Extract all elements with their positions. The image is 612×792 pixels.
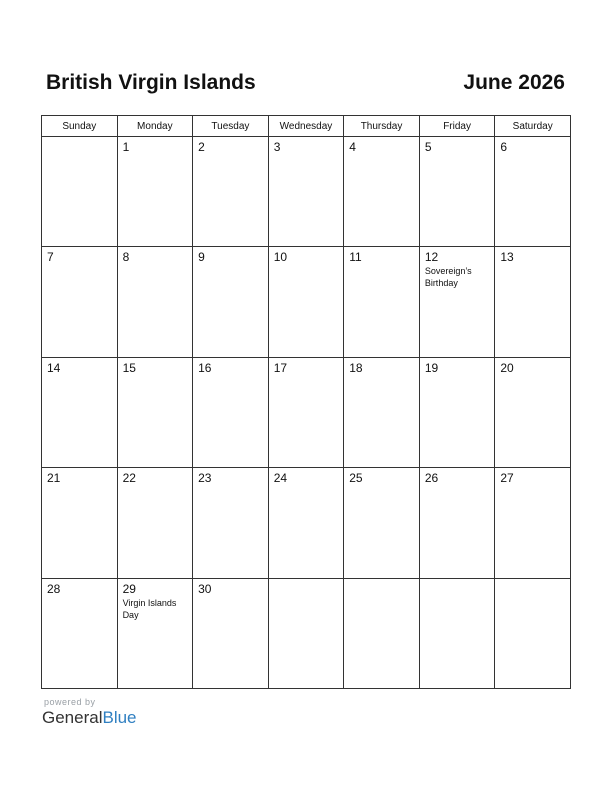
day-number: 8 — [122, 250, 130, 265]
logo-general-text: General — [42, 708, 103, 727]
day-cell — [495, 578, 571, 688]
holiday-label — [269, 485, 344, 486]
day-number: 27 — [500, 471, 514, 486]
day-cell — [268, 137, 344, 247]
day-cell — [42, 357, 118, 467]
holiday-label — [118, 375, 193, 376]
holiday-label — [42, 375, 117, 376]
weekday-header: Wednesday — [268, 116, 344, 137]
holiday-label — [193, 596, 268, 597]
weekday-header: Tuesday — [193, 116, 269, 137]
day-cell — [495, 357, 571, 467]
holiday-label — [42, 485, 117, 486]
day-cell — [419, 357, 495, 467]
day-number: 29 — [122, 581, 136, 596]
generalblue-branding[interactable] — [42, 697, 137, 728]
holiday-label — [118, 154, 193, 155]
day-number: 6 — [500, 140, 508, 154]
day-cell — [495, 468, 571, 578]
day-cell — [193, 578, 269, 688]
day-cell — [117, 578, 193, 688]
weekday-header-row — [42, 116, 571, 137]
day-number: 15 — [122, 360, 136, 375]
day-cell — [193, 468, 269, 578]
day-number: 22 — [122, 471, 136, 486]
day-number: 18 — [349, 360, 363, 375]
holiday-label — [42, 596, 117, 597]
holiday-label — [495, 485, 570, 486]
day-number: 12 — [424, 250, 439, 265]
day-number: 21 — [47, 471, 61, 486]
day-cell — [193, 137, 269, 247]
holiday-label: Sovereign’s Birthday — [424, 266, 472, 289]
day-number: 14 — [47, 360, 61, 375]
holiday-label — [344, 154, 419, 155]
holiday-label — [42, 140, 117, 141]
holiday-label — [193, 154, 268, 155]
day-cell — [268, 578, 344, 688]
day-cell — [344, 357, 420, 467]
month-calendar-grid — [41, 115, 571, 689]
day-number: 11 — [349, 250, 362, 265]
day-number: 26 — [424, 471, 439, 486]
holiday-label — [344, 582, 419, 583]
weekday-header: Monday — [117, 116, 193, 137]
week-row — [42, 578, 571, 688]
week-row — [42, 468, 571, 578]
holiday-label — [193, 264, 268, 265]
day-cell — [495, 247, 571, 357]
day-cell — [193, 357, 269, 467]
holiday-label — [42, 264, 117, 265]
day-cell — [42, 137, 118, 247]
day-cell — [268, 357, 344, 467]
weekday-header: Sunday — [42, 116, 118, 137]
holiday-label — [495, 582, 570, 583]
day-cell — [117, 357, 193, 467]
logo-blue-text: Blue — [102, 708, 137, 727]
day-cell — [117, 468, 193, 578]
generalblue-logo[interactable] — [42, 708, 137, 728]
day-number: 28 — [47, 581, 61, 596]
day-number: 7 — [47, 250, 54, 265]
day-number: 16 — [198, 360, 212, 375]
day-cell — [42, 578, 118, 688]
day-cell — [419, 137, 495, 247]
powered-by-text: powered by — [44, 697, 96, 707]
day-cell — [344, 247, 420, 357]
holiday-label — [344, 375, 419, 376]
day-number: 3 — [273, 140, 281, 154]
day-cell — [42, 468, 118, 578]
day-cell — [419, 578, 495, 688]
day-cell — [268, 468, 344, 578]
calendar-month-title: June 2026 — [463, 71, 565, 94]
weekday-header: Thursday — [344, 116, 420, 137]
day-cell — [268, 247, 344, 357]
week-row — [42, 357, 571, 467]
holiday-label — [118, 264, 193, 265]
day-number: 10 — [273, 250, 288, 265]
holiday-label: Virgin Islands Day — [122, 597, 177, 620]
weekday-header: Friday — [419, 116, 495, 137]
holiday-label — [269, 264, 344, 265]
day-number: 23 — [198, 471, 212, 486]
holiday-label — [193, 375, 268, 376]
holiday-label — [495, 264, 570, 265]
holiday-label — [420, 582, 495, 583]
week-row — [42, 247, 571, 357]
day-number: 13 — [500, 250, 514, 265]
day-cell — [344, 137, 420, 247]
holiday-label — [193, 485, 268, 486]
day-cell — [419, 468, 495, 578]
day-number: 30 — [198, 581, 212, 596]
holiday-label — [420, 485, 495, 486]
week-row — [42, 137, 571, 247]
holiday-label — [269, 154, 344, 155]
day-number: 5 — [424, 140, 432, 154]
day-cell — [419, 247, 495, 357]
day-number: 4 — [349, 140, 356, 154]
day-cell — [495, 137, 571, 247]
calendar-country-title: British Virgin Islands — [46, 71, 256, 94]
day-number: 24 — [273, 471, 288, 486]
day-cell — [117, 137, 193, 247]
holiday-label — [269, 375, 344, 376]
day-number: 9 — [198, 250, 205, 265]
day-cell — [117, 247, 193, 357]
day-cell — [344, 578, 420, 688]
holiday-label — [118, 485, 193, 486]
holiday-label — [495, 154, 570, 155]
day-number: 20 — [500, 360, 514, 375]
weekday-header: Saturday — [495, 116, 571, 137]
holiday-label — [495, 375, 570, 376]
day-cell — [344, 468, 420, 578]
day-cell — [193, 247, 269, 357]
holiday-label — [344, 264, 419, 265]
day-number: 2 — [198, 140, 205, 154]
holiday-label — [420, 375, 495, 376]
holiday-label — [420, 154, 495, 155]
day-number: 25 — [349, 471, 363, 486]
day-number: 19 — [424, 360, 439, 375]
holiday-label — [269, 582, 344, 583]
holiday-label — [344, 485, 419, 486]
day-number: 1 — [122, 140, 130, 154]
day-number: 17 — [273, 360, 288, 375]
day-cell — [42, 247, 118, 357]
